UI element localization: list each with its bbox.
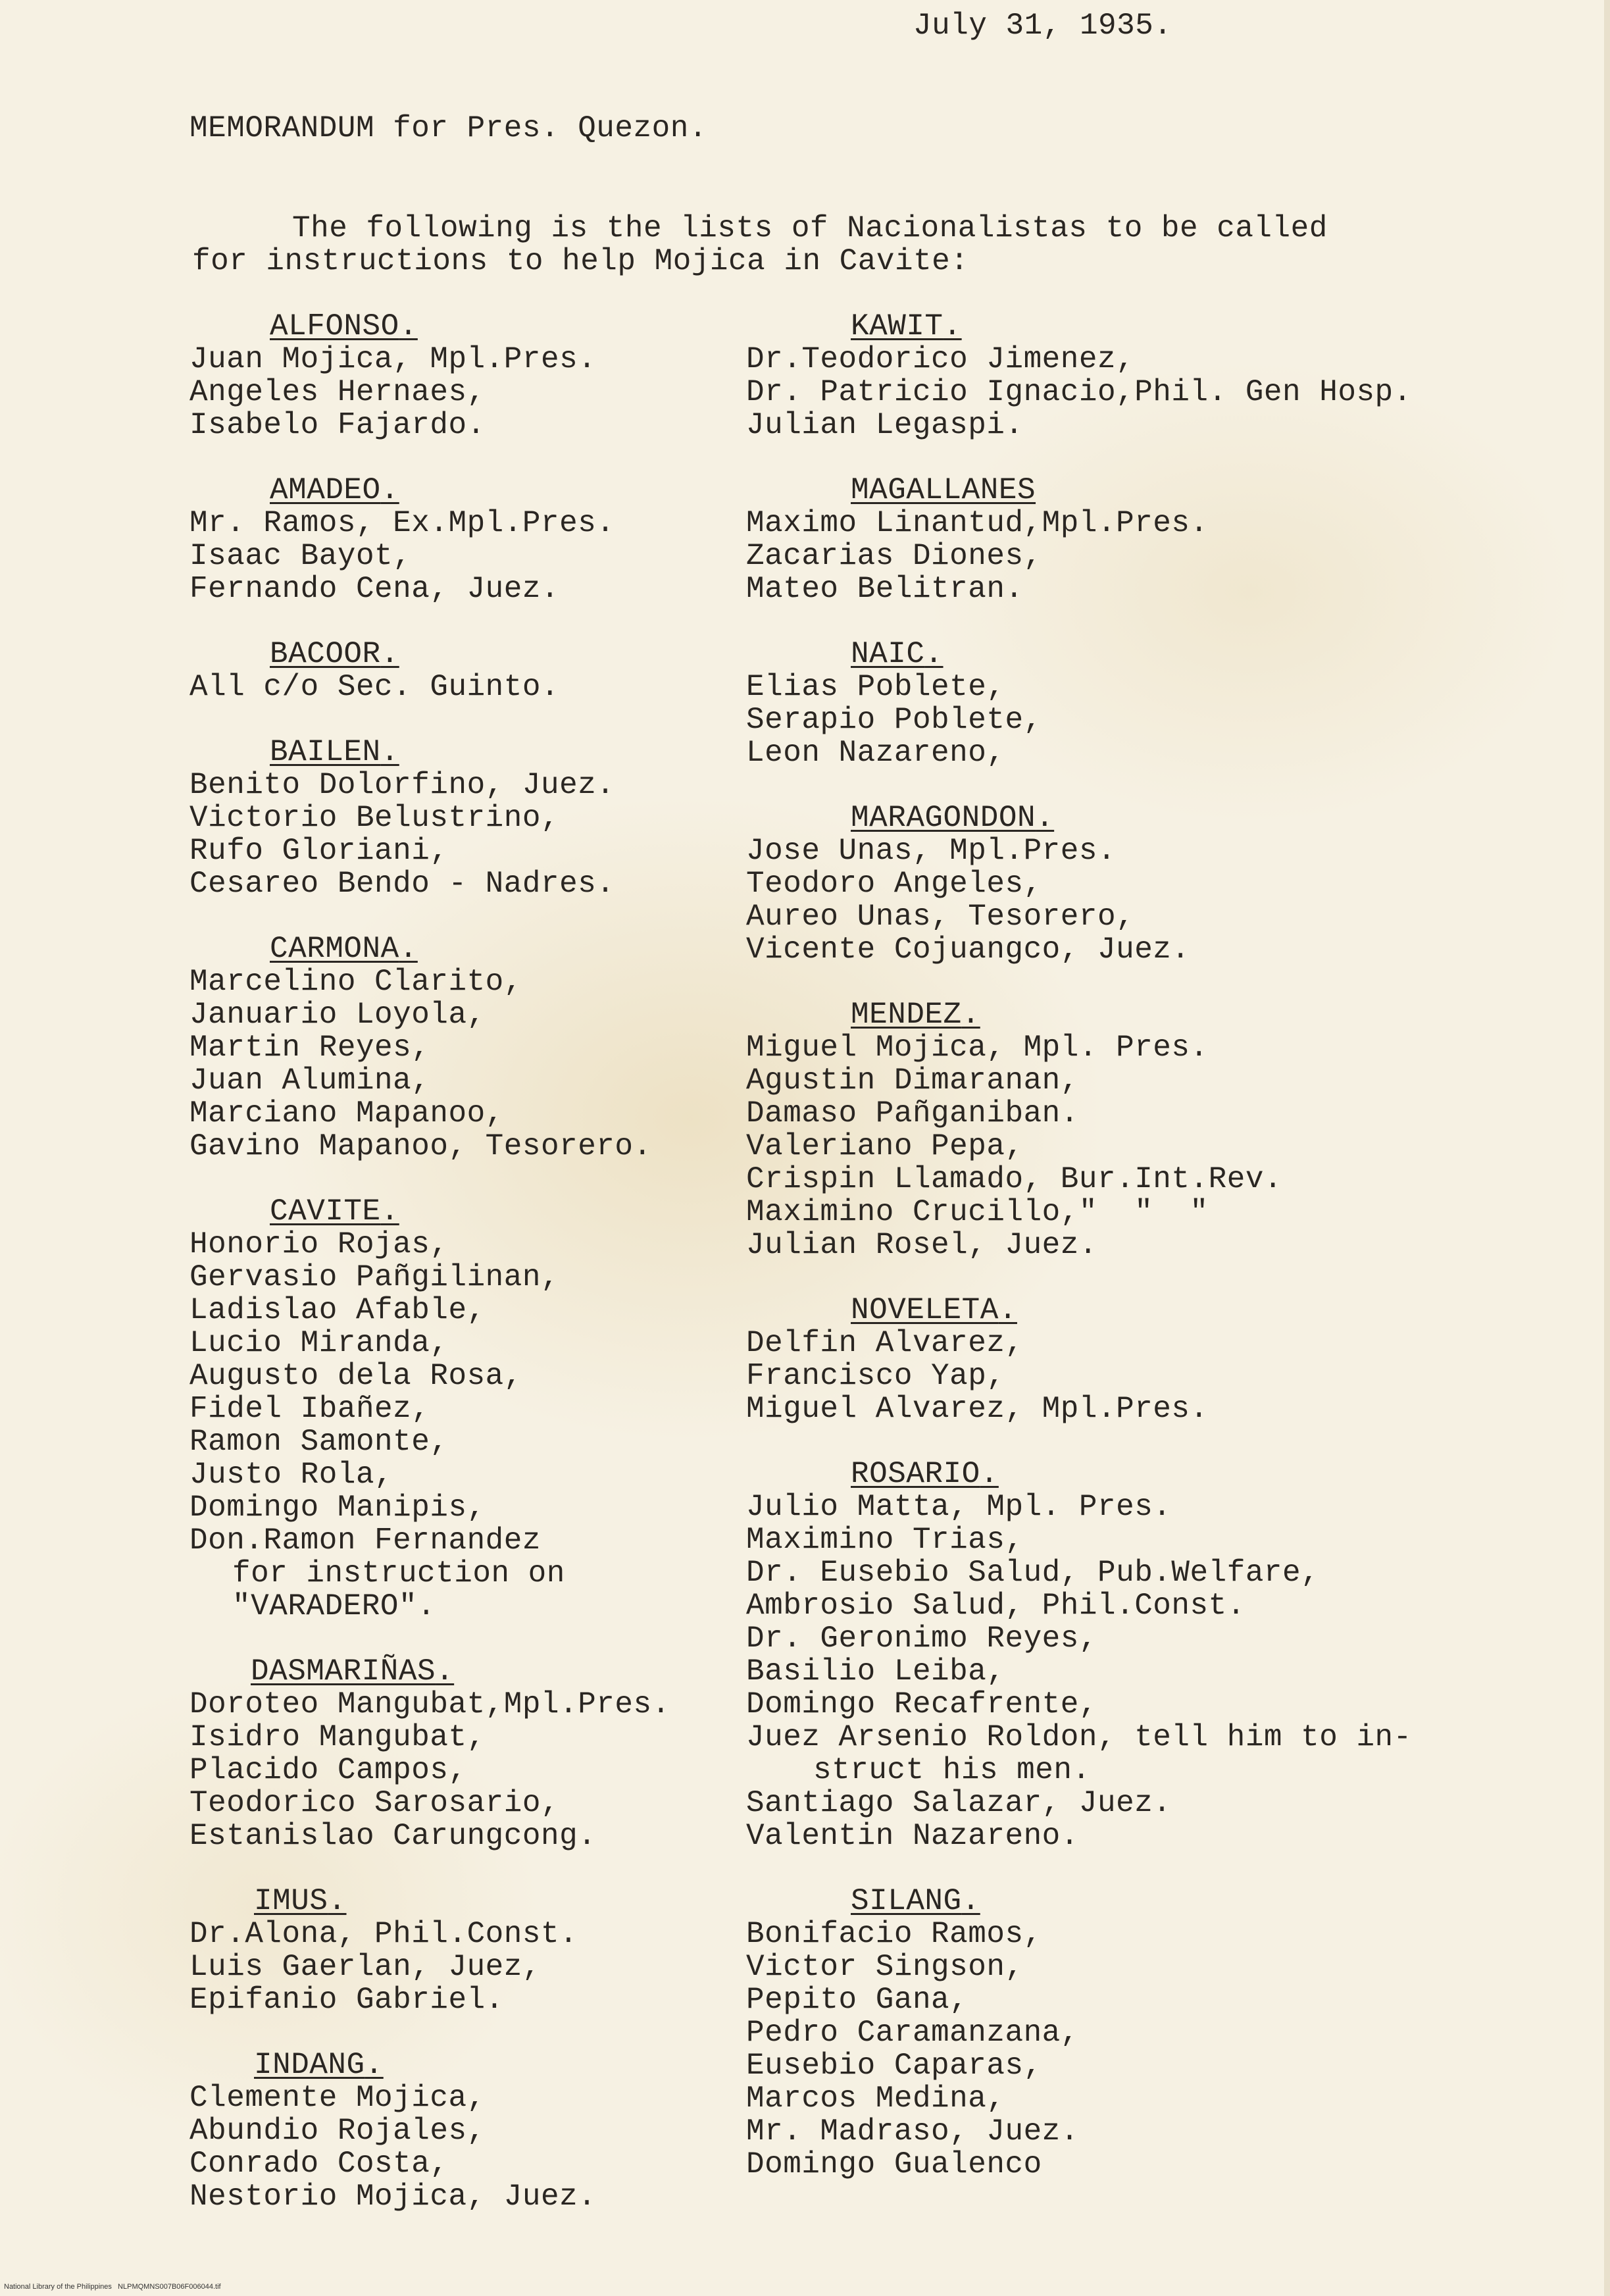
section-heading: KAWIT.: [851, 309, 962, 344]
section-heading: MARAGONDON.: [851, 801, 1055, 835]
list-item: Januario Loyola,: [189, 998, 486, 1032]
section-heading: ALFONSO.: [270, 309, 418, 344]
list-item: Fidel Ibañez,: [189, 1392, 430, 1426]
list-item: Jose Unas, Mpl.Pres.: [746, 834, 1117, 868]
list-item: Gavino Mapanoo, Tesorero.: [189, 1129, 652, 1163]
list-item: Benito Dolorfino, Juez.: [189, 768, 615, 802]
list-item: Clemente Mojica,: [189, 2081, 486, 2115]
list-item: Julian Rosel, Juez.: [746, 1228, 1097, 1262]
list-item: Maximo Linantud,Mpl.Pres.: [746, 506, 1209, 540]
list-item: Ladislao Afable,: [189, 1293, 486, 1327]
section-heading: SILANG.: [851, 1884, 980, 1918]
list-item: Fernando Cena, Juez.: [189, 572, 560, 606]
list-item: Ambrosio Salud, Phil.Const.: [746, 1589, 1245, 1623]
list-item: Maximino Crucillo," " ": [746, 1195, 1209, 1229]
list-item: Marcelino Clarito,: [189, 965, 522, 999]
list-item: Placido Campos,: [189, 1753, 467, 1787]
list-item: Domingo Recafrente,: [746, 1687, 1097, 1722]
list-item: Francisco Yap,: [746, 1359, 1005, 1393]
list-item: Abundio Rojales,: [189, 2114, 486, 2148]
list-item: Marcos Medina,: [746, 2081, 1005, 2116]
section-heading: MENDEZ.: [851, 998, 980, 1032]
list-item: Elias Poblete,: [746, 670, 1005, 704]
list-item: Eusebio Caparas,: [746, 2049, 1042, 2083]
list-item: Luis Gaerlan, Juez,: [189, 1950, 541, 1984]
list-item: Epifanio Gabriel.: [189, 1983, 504, 2017]
list-item: Dr.Alona, Phil.Const.: [189, 1917, 578, 1951]
list-item: Juan Mojica, Mpl.Pres.: [189, 342, 597, 376]
list-item: Rufo Gloriani,: [189, 834, 449, 868]
list-item: Victorio Belustrino,: [189, 801, 560, 835]
section-heading: BAILEN.: [270, 735, 399, 769]
list-item: Domingo Gualenco: [746, 2147, 1042, 2181]
list-item: Pedro Caramanzana,: [746, 2016, 1079, 2050]
list-item: Basilio Leiba,: [746, 1654, 1005, 1689]
section-heading: CARMONA.: [270, 932, 418, 966]
section-heading: CAVITE.: [270, 1194, 399, 1229]
list-item: Domingo Manipis,: [189, 1491, 486, 1525]
memo-date: July 31, 1935.: [913, 9, 1172, 43]
list-item: Agustin Dimaranan,: [746, 1063, 1079, 1098]
list-item: Don.Ramon Fernandez: [189, 1523, 541, 1558]
list-item: Damaso Pañganiban.: [746, 1096, 1079, 1131]
list-item: Mr. Ramos, Ex.Mpl.Pres.: [189, 506, 615, 540]
section-heading: MAGALLANES: [851, 473, 1036, 507]
list-item: Justo Rola,: [189, 1458, 393, 1492]
list-item: Santiago Salazar, Juez.: [746, 1786, 1172, 1820]
list-item: Isidro Mangubat,: [189, 1720, 486, 1754]
list-item: Valeriano Pepa,: [746, 1129, 1024, 1163]
list-item: Leon Nazareno,: [746, 736, 1005, 770]
archive-footer: National Library of the Philippines NLPMQMNS007B06F006044.tif: [4, 2283, 221, 2291]
list-item: Augusto dela Rosa,: [189, 1359, 522, 1393]
section-heading: NOVELETA.: [851, 1293, 1017, 1327]
intro-line: The following is the lists of Nacionalistas to be called: [292, 211, 1328, 245]
list-item: Vicente Cojuangco, Juez.: [746, 932, 1190, 967]
list-item: Juez Arsenio Roldon, tell him to in-: [746, 1720, 1412, 1754]
list-item: Isaac Bayot,: [189, 539, 412, 573]
list-item: Mateo Belitran.: [746, 572, 1024, 606]
list-item: Martin Reyes,: [189, 1031, 430, 1065]
list-item: Bonifacio Ramos,: [746, 1917, 1042, 1951]
list-item: Cesareo Bendo - Nadres.: [189, 867, 615, 901]
list-item: Aureo Unas, Tesorero,: [746, 900, 1135, 934]
list-item: All c/o Sec. Guinto.: [189, 670, 560, 704]
section-heading: ROSARIO.: [851, 1457, 999, 1491]
list-item: Miguel Mojica, Mpl. Pres.: [746, 1031, 1209, 1065]
list-item: Marciano Mapanoo,: [189, 1096, 504, 1131]
list-item-continuation: "VARADERO".: [232, 1589, 436, 1623]
list-item: Serapio Poblete,: [746, 703, 1042, 737]
list-item: Teodorico Sarosario,: [189, 1786, 560, 1820]
memo-addressee: MEMORANDUM for Pres. Quezon.: [189, 111, 707, 145]
list-item: Conrado Costa,: [189, 2147, 449, 2181]
list-item: Lucio Miranda,: [189, 1326, 449, 1360]
list-item: Dr. Patricio Ignacio,Phil. Gen Hosp.: [746, 375, 1412, 409]
list-item: Julian Legaspi.: [746, 408, 1024, 442]
list-item: Dr. Eusebio Salud, Pub.Welfare,: [746, 1556, 1320, 1590]
section-heading: IMUS.: [254, 1884, 347, 1918]
list-item: Delfin Alvarez,: [746, 1326, 1024, 1360]
list-item: Nestorio Mojica, Juez.: [189, 2180, 597, 2214]
list-item: Teodoro Angeles,: [746, 867, 1042, 901]
list-item: Juan Alumina,: [189, 1063, 430, 1098]
list-item: Miguel Alvarez, Mpl.Pres.: [746, 1392, 1209, 1426]
list-item: Julio Matta, Mpl. Pres.: [746, 1490, 1172, 1524]
section-heading: AMADEO.: [270, 473, 399, 507]
list-item: Angeles Hernaes,: [189, 375, 486, 409]
list-item: Doroteo Mangubat,Mpl.Pres.: [189, 1687, 670, 1722]
list-item: Zacarias Diones,: [746, 539, 1042, 573]
list-item-continuation: for instruction on: [232, 1556, 565, 1591]
list-item: Maximino Trias,: [746, 1523, 1024, 1557]
list-item: Dr.Teodorico Jimenez,: [746, 342, 1135, 376]
list-item: Estanislao Carungcong.: [189, 1819, 597, 1853]
list-item-continuation: struct his men.: [813, 1753, 1091, 1787]
section-heading: NAIC.: [851, 637, 943, 671]
list-item: Gervasio Pañgilinan,: [189, 1260, 560, 1294]
page-edge: [1604, 0, 1610, 2296]
list-item: Crispin Llamado, Bur.Int.Rev.: [746, 1162, 1283, 1196]
intro-line: for instructions to help Mojica in Cavite:: [192, 244, 969, 278]
list-item: Pepito Gana,: [746, 1983, 969, 2017]
section-heading: DASMARIÑAS.: [251, 1654, 455, 1689]
section-heading: INDANG.: [254, 2048, 384, 2082]
list-item: Ramon Samonte,: [189, 1425, 449, 1459]
section-heading: BACOOR.: [270, 637, 399, 671]
list-item: Victor Singson,: [746, 1950, 1024, 1984]
list-item: Isabelo Fajardo.: [189, 408, 486, 442]
list-item: Honorio Rojas,: [189, 1227, 449, 1262]
list-item: Dr. Geronimo Reyes,: [746, 1621, 1097, 1656]
list-item: Mr. Madraso, Juez.: [746, 2114, 1079, 2149]
list-item: Valentin Nazareno.: [746, 1819, 1079, 1853]
